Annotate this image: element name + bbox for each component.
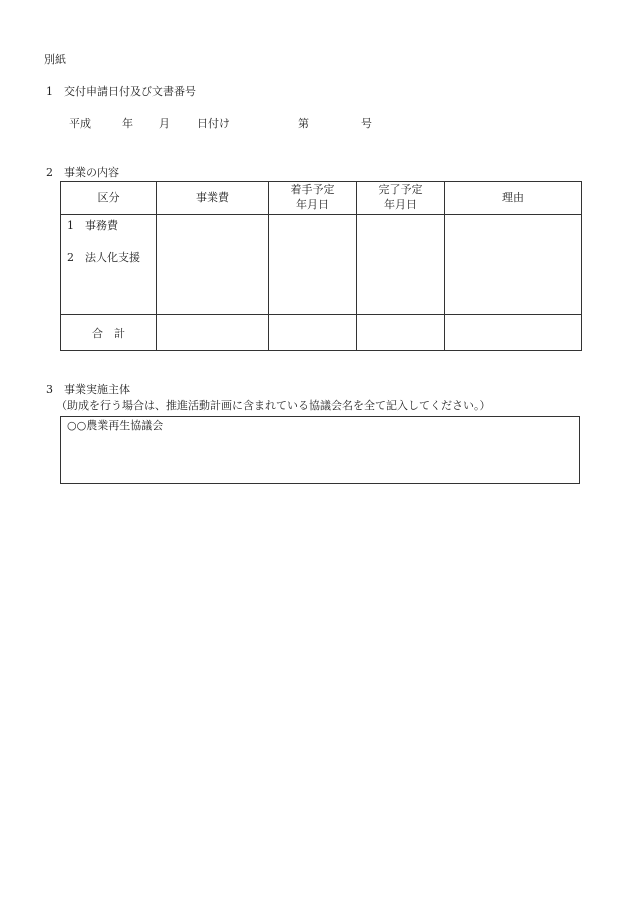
total-complete-cell <box>357 315 445 351</box>
header-start-line1: 着手予定 <box>290 183 335 197</box>
date-suffix: 日付け <box>197 117 230 130</box>
header-category: 区分 <box>61 182 157 215</box>
implementing-entity-box[interactable] <box>60 416 580 484</box>
section3-title: 3 事業実施主体 <box>46 383 130 396</box>
month-unit: 月 <box>159 117 170 130</box>
item-incorporation-support: 2 法人化支援 <box>67 251 140 264</box>
section3-note: （助成を行う場合は、推進活動計画に含まれている協議会名を全て記入してください。） <box>56 399 491 412</box>
section1-title: 1 交付申請日付及び文書番号 <box>46 85 196 98</box>
total-label: 合 計 <box>61 315 157 351</box>
complete-date-cell[interactable] <box>357 215 445 315</box>
items-row <box>61 215 582 315</box>
number-suffix: 号 <box>361 117 372 130</box>
header-complete-date <box>357 182 445 215</box>
header-complete-line1: 完了予定 <box>378 183 423 197</box>
header-start-date <box>269 182 357 215</box>
era-label: 平成 <box>69 117 91 130</box>
total-cost-cell[interactable] <box>157 315 269 351</box>
total-start-cell <box>269 315 357 351</box>
header-start-line2: 年月日 <box>296 198 329 211</box>
total-reason-cell <box>445 315 582 351</box>
business-content-table <box>60 181 582 351</box>
item-office-expenses: 1 事務費 <box>67 219 118 232</box>
header-complete-line2: 年月日 <box>384 198 417 211</box>
number-prefix: 第 <box>298 117 309 130</box>
implementing-entity-name: ○○農業再生協議会 <box>67 419 164 432</box>
year-unit: 年 <box>122 117 133 130</box>
reason-cell[interactable] <box>445 215 582 315</box>
section2-title: 2 事業の内容 <box>46 166 119 179</box>
total-row <box>61 315 582 351</box>
attachment-label: 別紙 <box>44 53 66 66</box>
header-reason: 理由 <box>445 182 582 215</box>
header-row <box>61 182 582 215</box>
start-date-cell[interactable] <box>269 215 357 315</box>
items-cell <box>61 215 157 315</box>
cost-cell[interactable] <box>157 215 269 315</box>
header-cost: 事業費 <box>157 182 269 215</box>
